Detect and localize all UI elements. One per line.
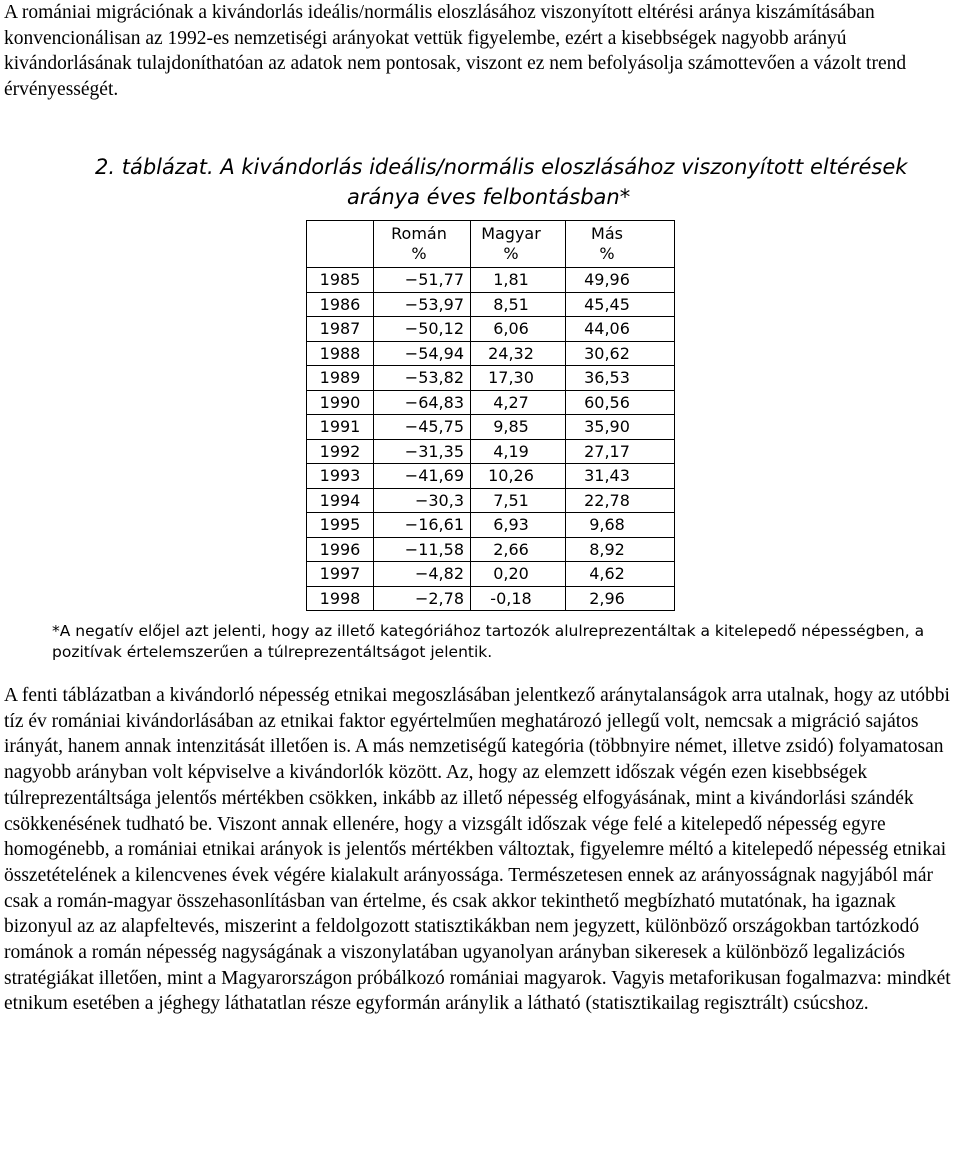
cell-mas: 30,62	[566, 341, 675, 366]
cell-year: 1989	[307, 366, 374, 391]
intro-paragraph: A romániai migrációnak a kivándorlás ideális/normális eloszlásához viszonyított eltérési aránya kiszámításában konvencionálisan az 1992-es nemzetiségi arányokat vettük figyelembe, ezért a kisebbségek nagyobb arányú kivándorlásának tulajdoníthatóan az adatok nem pontosak, viszont ez nem befolyásolja számottevően a vázolt trend érvényességét.	[4, 2, 907, 101]
header-roman-unit: %	[411, 244, 427, 263]
table-row	[307, 268, 675, 293]
cell-year: 1997	[307, 562, 374, 587]
cell-year: 1992	[307, 439, 374, 464]
table-row	[307, 537, 675, 562]
cell-roman: −54,94	[374, 341, 471, 366]
table-header-row	[307, 221, 675, 268]
cell-mas: 35,90	[566, 415, 675, 440]
header-mas	[566, 221, 675, 268]
cell-mas: 36,53	[566, 366, 675, 391]
cell-mas: 4,62	[566, 562, 675, 587]
cell-magyar: 6,06	[471, 317, 566, 342]
cell-year: 1987	[307, 317, 374, 342]
header-magyar	[471, 221, 566, 268]
cell-roman: −51,77	[374, 268, 471, 293]
header-magyar-name: Magyar	[481, 224, 541, 243]
cell-year: 1986	[307, 292, 374, 317]
cell-roman: −45,75	[374, 415, 471, 440]
cell-mas: 9,68	[566, 513, 675, 538]
cell-roman: −16,61	[374, 513, 471, 538]
cell-magyar: 7,51	[471, 488, 566, 513]
cell-roman: −53,97	[374, 292, 471, 317]
cell-mas: 2,96	[566, 586, 675, 611]
table-row	[307, 366, 675, 391]
cell-year: 1990	[307, 390, 374, 415]
table-row	[307, 488, 675, 513]
cell-year: 1993	[307, 464, 374, 489]
cell-roman: −11,58	[374, 537, 471, 562]
cell-year: 1996	[307, 537, 374, 562]
table-row	[307, 390, 675, 415]
table-row	[307, 292, 675, 317]
cell-mas: 60,56	[566, 390, 675, 415]
cell-roman: −41,69	[374, 464, 471, 489]
table-title-line-1: 2. táblázat. A kivándorlás ideális/normális eloszlásához viszonyított eltérések	[95, 155, 908, 179]
cell-year: 1988	[307, 341, 374, 366]
cell-magyar: 10,26	[471, 464, 566, 489]
table-row	[307, 464, 675, 489]
cell-roman: −50,12	[374, 317, 471, 342]
analysis-paragraph: A fenti táblázatban a kivándorló népesség etnikai megoszlásában jelentkező aránytalanságok arra utalnak, hogy az utóbbi tíz év romániai kivándorlásában az etnikai faktor egyértelműen meghatározó jellegű volt, nemcsak a migráció sajátos irányát, hanem annak intenzitását illetően is. A más nemzetiségű kategória (többnyire német, illetve zsidó) folyamatosan nagyobb arányban volt képviselve a kivándorlók között. Az, hogy az elemzett időszak végén ezen kisebbségek túlreprezentáltsága jelentős mértékben csökken, inkább az illető népesség elfogyásának, mint a kivándorlási szándék csökkenésének tudható be. Viszont annak ellenére, hogy a vizsgált időszak vége felé a kitelepedő népesség egyre homogénebb, a romániai etnikai arányok is jelentős mértékben változtak, figyelemre méltó a kitelepedő népesség etnikai összetételének a kilencvenes évek végére kialakult arányossága. Természetesen ennek az arányosságnak nagyjából már csak a román-magyar összehasonlításban van értelme, és csak akkor tekinthető megbízható mutatónak, ha igaznak bizonyul az az alapfeltevés, miszerint a feldolgozott statisztikákban nem jegyzett, különböző országokban tartózkodó románok a román népesség nagyságának a viszonylatában ugyanolyan arányban sikeresek a különböző legalizációs stratégiákat illetően, mint a Magyarországon próbálkozó romániai magyarok. Vagyis metaforikusan fogalmazva: mindkét etnikum esetében a jéghegy láthatatlan része egyformán aránylik a látható (statisztikailag regisztrált) csúcshoz.	[4, 685, 951, 1015]
table-row	[307, 586, 675, 611]
table-row	[307, 513, 675, 538]
cell-magyar: 2,66	[471, 537, 566, 562]
header-mas-name: Más	[591, 224, 623, 243]
cell-magyar: 4,27	[471, 390, 566, 415]
cell-mas: 44,06	[566, 317, 675, 342]
cell-mas: 27,17	[566, 439, 675, 464]
cell-mas: 45,45	[566, 292, 675, 317]
cell-magyar: 0,20	[471, 562, 566, 587]
cell-roman: −2,78	[374, 586, 471, 611]
table-footnote: *A negatív előjel azt jelenti, hogy az illető kategóriához tartozók alulreprezentáltak a kitelepedő népességben, a pozitívak értelemszerűen a túlreprezentáltságot jelentik.	[52, 622, 925, 661]
deviation-table	[306, 220, 675, 611]
header-roman-name: Román	[391, 224, 447, 243]
cell-year: 1994	[307, 488, 374, 513]
table-row	[307, 562, 675, 587]
table-figure	[0, 151, 960, 663]
cell-mas: 22,78	[566, 488, 675, 513]
cell-magyar: 24,32	[471, 341, 566, 366]
cell-magyar: 6,93	[471, 513, 566, 538]
cell-roman: −30,3	[374, 488, 471, 513]
cell-mas: 49,96	[566, 268, 675, 293]
cell-year: 1995	[307, 513, 374, 538]
cell-mas: 31,43	[566, 464, 675, 489]
cell-year: 1985	[307, 268, 374, 293]
cell-magyar: 8,51	[471, 292, 566, 317]
table-row	[307, 341, 675, 366]
header-mas-unit: %	[599, 244, 615, 263]
table-row	[307, 439, 675, 464]
cell-roman: −64,83	[374, 390, 471, 415]
table-row	[307, 415, 675, 440]
cell-magyar: -0,18	[471, 586, 566, 611]
cell-mas: 8,92	[566, 537, 675, 562]
cell-roman: −31,35	[374, 439, 471, 464]
table-row	[307, 317, 675, 342]
cell-magyar: 17,30	[471, 366, 566, 391]
table-body	[307, 268, 675, 611]
cell-roman: −4,82	[374, 562, 471, 587]
cell-magyar: 9,85	[471, 415, 566, 440]
cell-year: 1998	[307, 586, 374, 611]
cell-magyar: 4,19	[471, 439, 566, 464]
header-magyar-unit: %	[503, 244, 519, 263]
header-year	[307, 221, 374, 268]
header-roman	[374, 221, 471, 268]
cell-magyar: 1,81	[471, 268, 566, 293]
cell-year: 1991	[307, 415, 374, 440]
table-title-line-2: aránya éves felbontásban*	[347, 185, 631, 209]
cell-roman: −53,82	[374, 366, 471, 391]
